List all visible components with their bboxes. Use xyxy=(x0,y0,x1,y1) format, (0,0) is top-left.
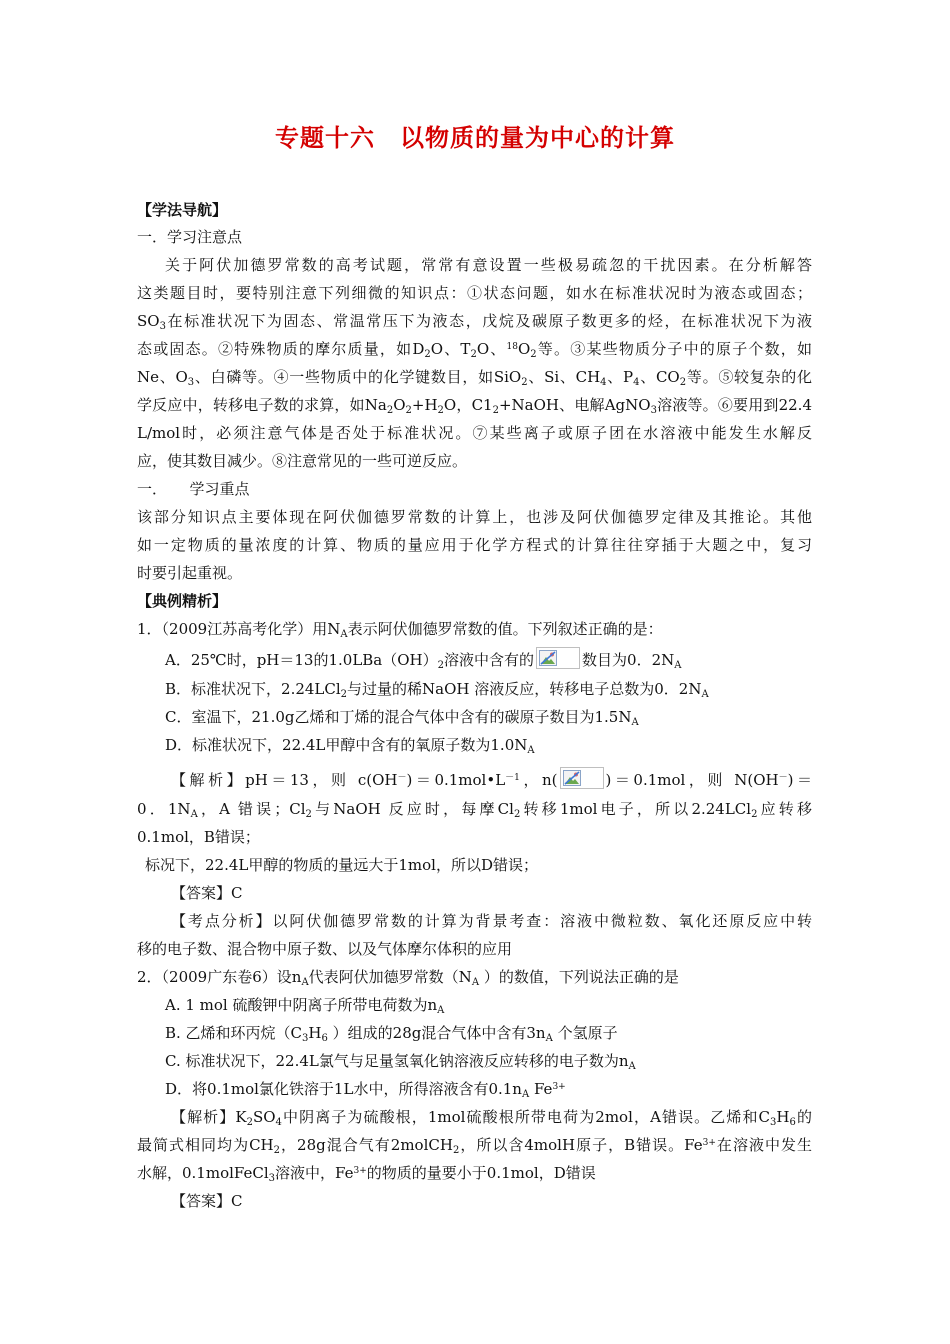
question-2-answer: 【答案】C xyxy=(171,1192,243,1210)
question-2-analysis: 【解析】$K_2SO_4$中阴离子为硫酸根，1mol硫酸根所带电荷为2mol，A错误。乙烯和$C_3H_6$的 xyxy=(171,1108,812,1128)
question-1-analysis: 【解析】pH＝13，则 $c(OH^-)=0.1mol•L^{-1}$，n( )＝0.1mol，则 N(OH－)＝ xyxy=(171,767,812,790)
question-1-option-c: C．室温下，21.0g乙烯和丁烯的混合气体中含有的碳原子数目为$1.5N_A$ xyxy=(165,708,639,728)
question-1-option-a: A．25℃时，pH＝13的$1.0LBa(OH)_2$溶液中含有的 数目为0．$2N_A$ xyxy=(165,647,681,670)
question-1-analysis: 0.1mol，B错误； xyxy=(137,828,260,846)
question-1-option-b: B．标准状况下，2.24LCl$_2$与过量的稀NaOH 溶液反应，转移电子总数为0．$2N_A$ xyxy=(165,680,709,700)
paragraph-line: 这类题目时，要特别注意下列细微的知识点：①状态问题，如水在标准状况时为液态或固态； xyxy=(137,284,812,302)
question-1-exam-point: 【考点分析】以阿伏伽德罗常数的计算为背景考查：溶液中微粒数、氧化还原反应中转 xyxy=(171,912,812,930)
paragraph-line: 应，使其数目减少。⑧注意常见的一些可逆反应。 xyxy=(137,452,468,470)
paragraph-line: 学反应中，转移电子数的求算，如$Na_2O_2+H_2O$，$C1_2+NaOH$、电解AgNO$_3$溶液等。⑥要用到22.4 xyxy=(137,396,812,416)
subheading-study-points: 一．学习注意点 xyxy=(137,228,243,246)
section-heading-method-guide: 【学法导航】 xyxy=(137,201,228,219)
question-1-answer: 【答案】C xyxy=(171,884,243,902)
page-title: 专题十六 以物质的量为中心的计算 xyxy=(275,124,675,152)
broken-image-icon xyxy=(536,647,580,669)
question-2-option-c: C. 标准状况下，22.4L氯气与足量氢氧化钠溶液反应转移的电子数为$n_A$ xyxy=(165,1052,636,1072)
paragraph-line: 时要引起重视。 xyxy=(137,564,243,582)
question-2-analysis: 水解，0.1molFeCl$_3$溶液中，$Fe^{3+}$的物质的量要小于0.1mol，D错误 xyxy=(137,1164,596,1184)
paragraph-line: L/mol时，必须注意气体是否处于标准状况。⑦某些离子或原子团在水溶液中能发生水解反 xyxy=(137,424,812,442)
question-1-analysis: 0．$1N_A$，A 错误；$Cl_2$与NaOH 反应时，每摩$Cl_2$转移1mol电子，所以2.24LCl$_2$应转移 xyxy=(137,800,812,820)
paragraph-line: 该部分知识点主要体现在阿伏伽德罗常数的计算上，也涉及阿伏伽德罗定律及其推论。其他 xyxy=(137,508,812,526)
question-1-option-d: D．标准状况下，22.4L甲醇中含有的氧原子数为$1.0N_A$ xyxy=(165,736,535,756)
question-2-option-b: B. 乙烯和环丙烷（$C_3H_6$ ）组成的28g混合气体中含有$3n_A$ 个氢原子 xyxy=(165,1024,618,1044)
paragraph-line: $SO_3$在标准状况下为固态、常温常压下为液态，戊烷及碳原子数更多的烃，在标准状况下为液 xyxy=(137,312,812,332)
paragraph-line: 态或固态。②特殊物质的摩尔质量，如$D_2O$、$T_2O$、$^{18}O_2$等。③某些物质分子中的原子个数，如 xyxy=(137,340,812,360)
section-heading-examples: 【典例精析】 xyxy=(137,592,228,610)
subheading-key-points: 一． 学习重点 xyxy=(137,480,250,498)
paragraph-line: 关于阿伏加德罗常数的高考试题，常常有意设置一些极易疏忽的干扰因素。在分析解答 xyxy=(165,256,812,274)
broken-image-icon xyxy=(560,767,604,789)
question-2-stem: 2．（2009广东卷6）设$n_A$代表阿伏加德罗常数（$N_A$ ）的数值，下列说法正确的是 xyxy=(137,968,679,988)
question-1-stem: 1．（2009江苏高考化学）用$N_A$表示阿伏伽德罗常数的值。下列叙述正确的是： xyxy=(137,620,663,640)
question-2-analysis: 最简式相同均为$CH_2$，28g混合气有2molCH$_2$，所以含4molH原子，B错误。$Fe^{3+}$在溶液中发生 xyxy=(137,1136,812,1156)
paragraph-line: 如一定物质的量浓度的计算、物质的量应用于化学方程式的计算往往穿插于大题之中，复习 xyxy=(137,536,812,554)
question-2-option-a: A. 1 mol 硫酸钾中阴离子所带电荷数为$n_A$ xyxy=(165,996,445,1016)
question-2-option-d: D．将0.1mol氯化铁溶于1L水中，所得溶液含有$0.1n_A$ $Fe^{3+}$ xyxy=(165,1080,566,1100)
question-1-analysis: 标况下，22.4L甲醇的物质的量远大于1mol，所以D错误； xyxy=(145,856,538,874)
paragraph-line: Ne、$O_3$、白磷等。④一些物质中的化学键数目，如SiO$_2$、Si、$CH_4$、$P_4$、$CO_2$等。⑤较复杂的化 xyxy=(137,368,812,388)
question-1-exam-point: 移的电子数、混合物中原子数、以及气体摩尔体积的应用 xyxy=(137,940,513,958)
